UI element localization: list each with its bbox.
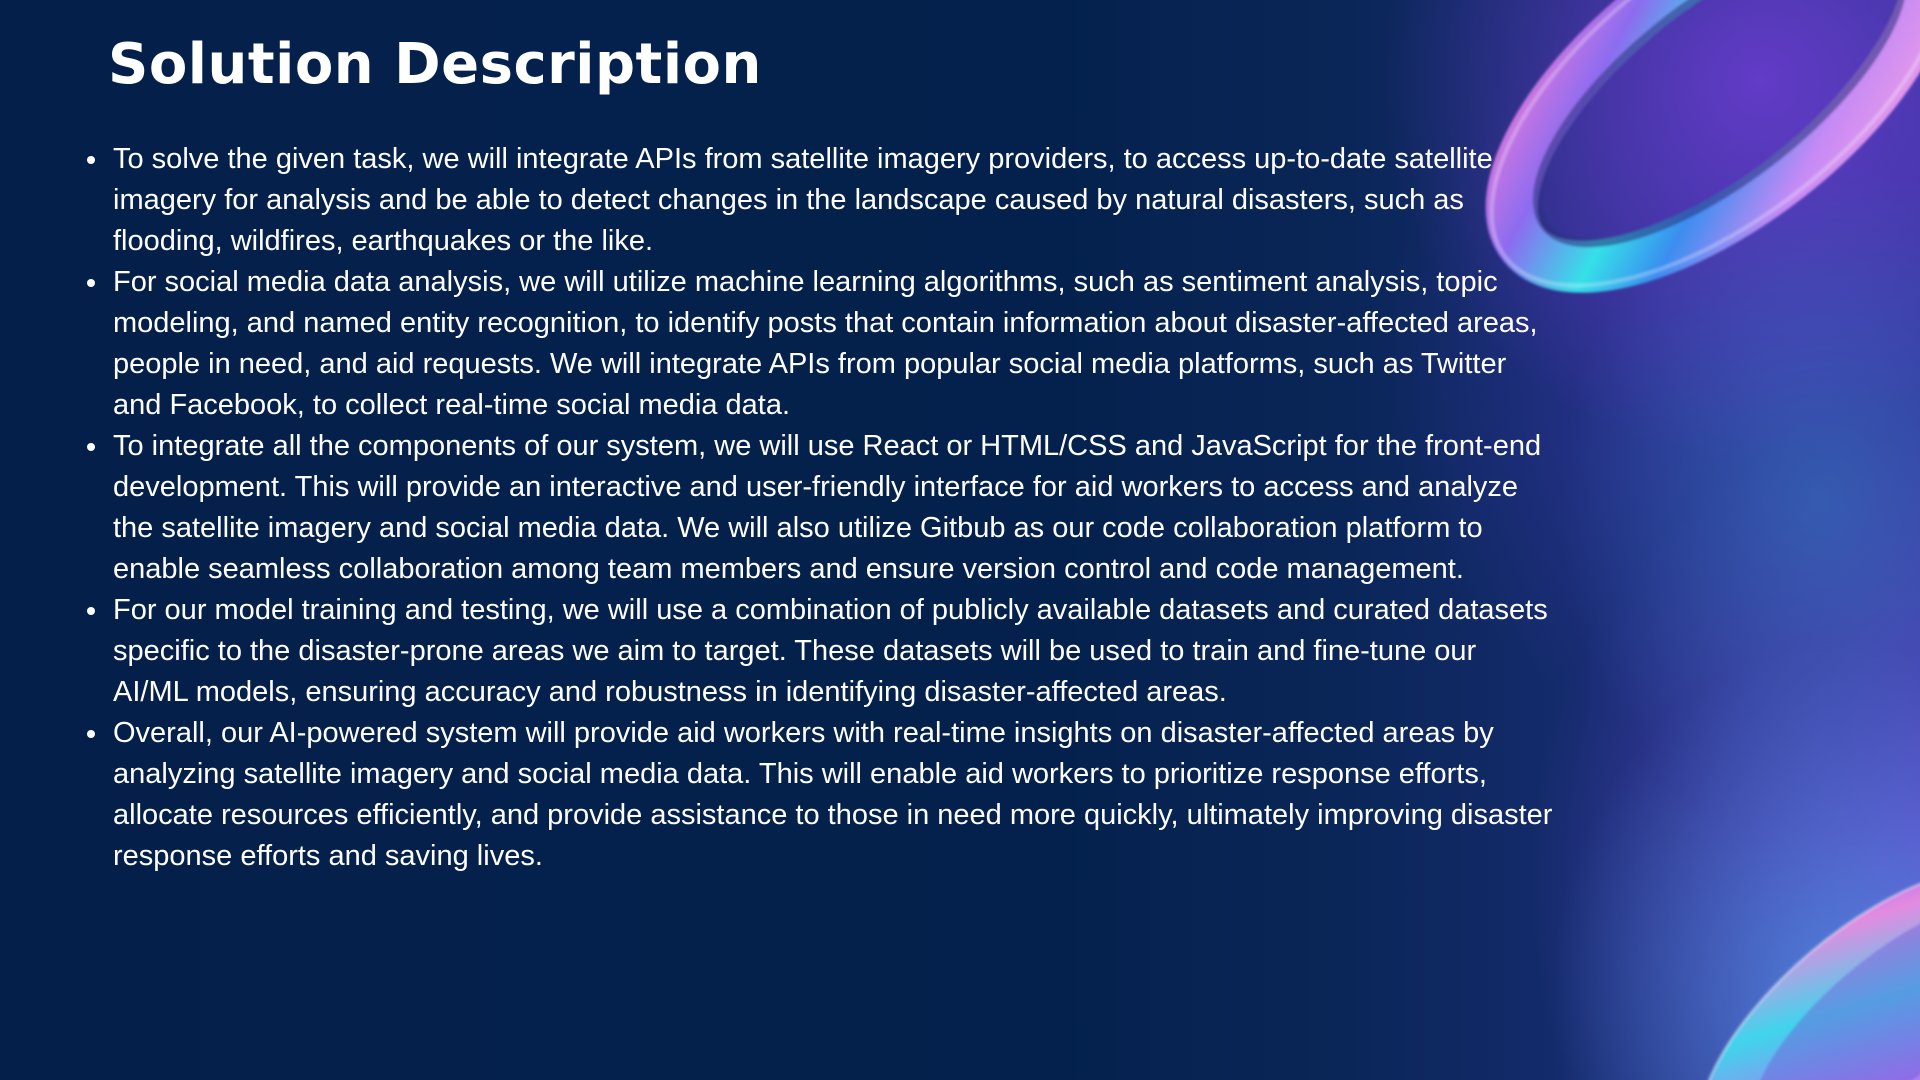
- bullet-dot-icon: [87, 607, 95, 615]
- holographic-ring-bottom-right: [1651, 816, 1920, 1080]
- bullet-item: [113, 713, 1553, 877]
- bullet-list: [113, 139, 1553, 877]
- bullet-text: To solve the given task, we will integrate APIs from satellite imagery providers, to access up-to-date satellite imagery for analysis and be able to detect changes in the landscape caused by natural disasters, such as flooding, wildfires, earthquakes or the like.: [113, 143, 1493, 257]
- bullet-item: [113, 139, 1553, 262]
- bullet-text: For social media data analysis, we will utilize machine learning algorithms, such as sentiment analysis, topic modeling, and named entity recognition, to identify posts that contain information about disaster-affected areas, people in need, and aid requests. We will integrate APIs from popular social media platforms, such as Twitter and Facebook, to collect real-time social media data.: [113, 266, 1538, 421]
- bullet-item: [113, 262, 1553, 426]
- bullet-text: To integrate all the components of our system, we will use React or HTML/CSS and JavaScript for the front-end development. This will provide an interactive and user-friendly interface for aid workers to access and analyze the satellite imagery and social media data. We will also utilize Gitbub as our code collaboration platform to enable seamless collaboration among team members and ensure version control and code management.: [113, 430, 1542, 585]
- bullet-dot-icon: [87, 279, 95, 287]
- bullet-dot-icon: [87, 156, 95, 164]
- bullet-dot-icon: [87, 443, 95, 451]
- bullet-dot-icon: [87, 730, 95, 738]
- bullet-item: [113, 590, 1553, 713]
- bullet-text: Overall, our AI-powered system will provide aid workers with real-time insights on disaster-affected areas by analyzing satellite imagery and social media data. This will enable aid workers to prioritize response efforts, allocate resources efficiently, and provide assistance to those in need more quickly, ultimately improving disaster response efforts and saving lives.: [113, 717, 1553, 872]
- bullet-text: For our model training and testing, we will use a combination of publicly available datasets and curated datasets specific to the disaster-prone areas we aim to target. These datasets will be used to train and fine-tune our AI/ML models, ensuring accuracy and robustness in identifying disaster-affected areas.: [113, 594, 1548, 708]
- bullet-item: [113, 426, 1553, 590]
- slide-title: Solution Description: [108, 32, 762, 97]
